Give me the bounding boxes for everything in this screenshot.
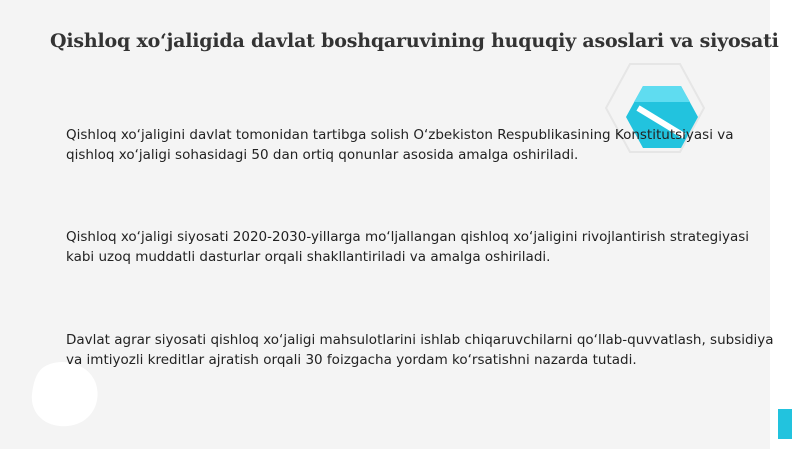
paragraph-2: Qishloq xo‘jaligi siyosati 2020-2030-yillarga mo‘ljallangan qishloq xo‘jaligini rivojlantirish strategiyasi kabi uzoq muddatli dasturlar orqali shakllantiriladi va amalga oshiriladi. xyxy=(66,229,750,265)
blob-shape xyxy=(28,360,100,428)
slide-title: Qishloq xo‘jaligida davlat boshqaruvining huquqiy asoslari va siyosati xyxy=(50,30,779,52)
accent-bar xyxy=(778,409,792,439)
right-margin-strip xyxy=(770,0,800,449)
paragraph-3: Davlat agrar siyosati qishloq xo‘jaligi mahsulotlarini ishlab chiqaruvchilarni qo‘llab-quvvatlash, subsidiya va imtiyozli kreditlar ajratish orqali 30 foizgacha yordam ko‘rsatishni nazarda tutadi. xyxy=(66,332,774,368)
paragraph-1: Qishloq xo‘jaligini davlat tomonidan tartibga solish O‘zbekiston Respublikasining Konstitutsiyasi va qishloq xo‘jaligi sohasidagi 50 dan ortiq qonunlar asosida amalga oshiriladi. xyxy=(66,127,734,163)
